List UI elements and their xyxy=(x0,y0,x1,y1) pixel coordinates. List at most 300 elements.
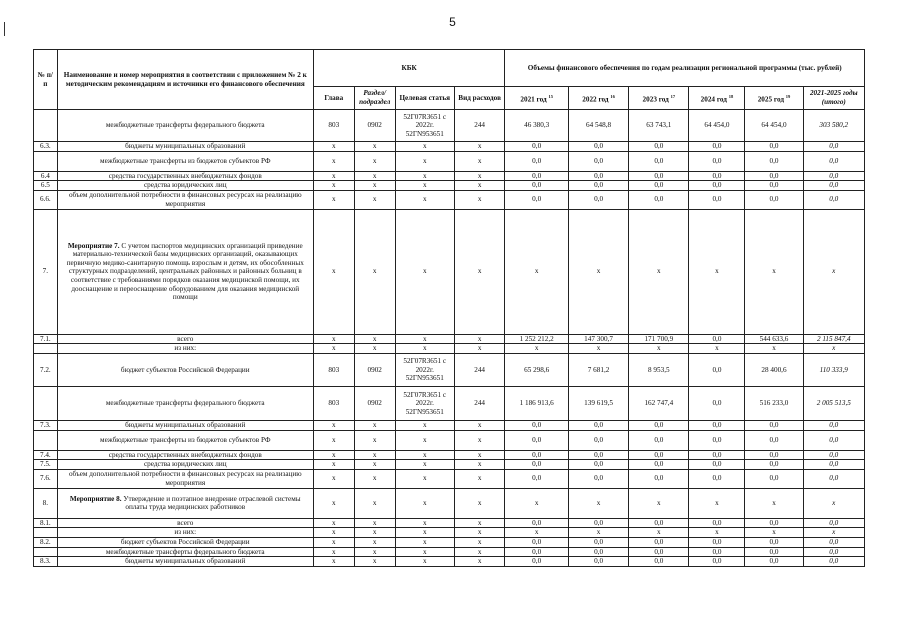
kbk-celevaya: x xyxy=(395,181,454,191)
kbk-glava: x xyxy=(313,518,354,528)
row-name-text: объем дополнительной потребности в финансовых ресурсах на реализацию мероприятия xyxy=(68,191,302,208)
kbk-celevaya: x xyxy=(395,528,454,538)
row-number: 7. xyxy=(34,209,58,334)
year-value: 28 400,6 xyxy=(745,353,803,386)
year-value: 0,0 xyxy=(689,353,745,386)
table-row xyxy=(34,190,865,209)
row-number: 7.6. xyxy=(34,469,58,488)
year-value: 0,0 xyxy=(568,469,628,488)
kbk-razdel: 0902 xyxy=(354,353,395,386)
year-value: 0,0 xyxy=(689,386,745,420)
header-name: Наименование и номер мероприятия в соответствии с приложением № 2 к методическим рекомендациям и источники его финансового обеспечения xyxy=(57,50,313,110)
year-value: 0,0 xyxy=(505,557,569,567)
year-value: 0,0 xyxy=(629,547,689,557)
kbk-celevaya: 52Г07R3651 с 2022г. 52ГN953651 xyxy=(395,110,454,142)
year-value: 0,0 xyxy=(745,190,803,209)
row-name xyxy=(57,460,313,470)
year-value: 0,0 xyxy=(505,450,569,460)
total-value: 0,0 xyxy=(803,469,864,488)
measure-title: Мероприятие 7. xyxy=(67,241,120,250)
total-value: 0,0 xyxy=(803,142,864,152)
table-row xyxy=(34,518,865,528)
kbk-vid: x xyxy=(454,537,505,547)
row-name-text: всего xyxy=(177,518,194,527)
row-name xyxy=(57,469,313,488)
table-row xyxy=(34,334,865,344)
scan-edge-mark xyxy=(4,22,5,36)
row-name xyxy=(57,171,313,181)
year-value: 0,0 xyxy=(629,420,689,430)
row-name xyxy=(57,110,313,142)
kbk-glava: x xyxy=(313,344,354,354)
kbk-glava: x xyxy=(313,209,354,334)
row-name xyxy=(57,151,313,171)
row-name-text: межбюджетные трансферты федерального бюджета xyxy=(105,547,265,556)
row-name xyxy=(57,430,313,450)
kbk-celevaya: x xyxy=(395,334,454,344)
kbk-vid: x xyxy=(454,181,505,191)
year-value: 0,0 xyxy=(629,171,689,181)
year-value: 171 700,9 xyxy=(629,334,689,344)
kbk-razdel: x xyxy=(354,209,395,334)
kbk-glava: x xyxy=(313,171,354,181)
table-row xyxy=(34,430,865,450)
header-glava: Глава xyxy=(313,87,354,110)
table-row xyxy=(34,142,865,152)
kbk-vid: x xyxy=(454,460,505,470)
kbk-celevaya: x xyxy=(395,190,454,209)
header-kbk: КБК xyxy=(313,50,505,87)
kbk-celevaya: x xyxy=(395,557,454,567)
kbk-vid: 244 xyxy=(454,110,505,142)
row-name-text: объем дополнительной потребности в финансовых ресурсах на реализацию мероприятия xyxy=(68,470,302,487)
footnote-ref: 17 xyxy=(670,93,676,99)
row-number: 6.4 xyxy=(34,171,58,181)
table-row xyxy=(34,344,865,354)
kbk-razdel: x xyxy=(354,537,395,547)
kbk-vid: 244 xyxy=(454,353,505,386)
kbk-vid: x xyxy=(454,450,505,460)
year-value: 0,0 xyxy=(629,190,689,209)
row-number xyxy=(34,386,58,420)
year-value: 0,0 xyxy=(689,469,745,488)
table-row xyxy=(34,469,865,488)
table-body xyxy=(34,110,865,567)
year-value: 65 298,6 xyxy=(505,353,569,386)
year-value: 63 743,1 xyxy=(629,110,689,142)
year-value: 0,0 xyxy=(505,171,569,181)
table-row xyxy=(34,110,865,142)
year-value: 0,0 xyxy=(689,557,745,567)
year-value: x xyxy=(505,488,569,518)
year-value: x xyxy=(568,209,628,334)
kbk-glava: x xyxy=(313,528,354,538)
total-value: 303 580,2 xyxy=(803,110,864,142)
kbk-razdel: x xyxy=(354,528,395,538)
kbk-razdel: 0902 xyxy=(354,386,395,420)
year-value: x xyxy=(689,528,745,538)
total-value: x xyxy=(803,209,864,334)
row-name-text: из них: xyxy=(174,528,197,537)
kbk-razdel: x xyxy=(354,450,395,460)
year-value: 0,0 xyxy=(505,142,569,152)
kbk-razdel: x xyxy=(354,190,395,209)
row-name xyxy=(57,488,313,518)
kbk-celevaya: 52Г07R3651 с 2022г. 52ГN953651 xyxy=(395,353,454,386)
year-value: 0,0 xyxy=(689,181,745,191)
year-value: 0,0 xyxy=(689,420,745,430)
kbk-vid: x xyxy=(454,190,505,209)
year-value: 0,0 xyxy=(745,420,803,430)
year-value: x xyxy=(568,344,628,354)
year-value: 0,0 xyxy=(505,420,569,430)
kbk-vid: x xyxy=(454,344,505,354)
row-number: 8.1. xyxy=(34,518,58,528)
total-value: 0,0 xyxy=(803,171,864,181)
kbk-razdel: x xyxy=(354,557,395,567)
kbk-glava: x xyxy=(313,537,354,547)
year-value: 0,0 xyxy=(629,430,689,450)
row-number: 7.3. xyxy=(34,420,58,430)
table-row xyxy=(34,528,865,538)
year-value: 0,0 xyxy=(568,181,628,191)
year-value: 0,0 xyxy=(745,460,803,470)
total-value: x xyxy=(803,344,864,354)
row-name xyxy=(57,547,313,557)
year-value: 46 380,3 xyxy=(505,110,569,142)
kbk-vid: x xyxy=(454,171,505,181)
year-value: x xyxy=(745,344,803,354)
row-name-text: бюджет субъектов Российской Федерации xyxy=(120,365,250,374)
row-number: 6.6. xyxy=(34,190,58,209)
year-value: x xyxy=(745,528,803,538)
year-value: 516 233,0 xyxy=(745,386,803,420)
kbk-celevaya: x xyxy=(395,209,454,334)
year-value: 0,0 xyxy=(745,518,803,528)
kbk-vid: x xyxy=(454,420,505,430)
row-number xyxy=(34,151,58,171)
year-value: x xyxy=(629,488,689,518)
year-value: 0,0 xyxy=(629,450,689,460)
header-celevaya: Целевая статья xyxy=(395,87,454,110)
year-value: x xyxy=(505,209,569,334)
kbk-glava: x xyxy=(313,450,354,460)
row-number: 8.2. xyxy=(34,537,58,547)
year-value: 0,0 xyxy=(568,142,628,152)
year-value: x xyxy=(689,209,745,334)
kbk-glava: x xyxy=(313,151,354,171)
table-row xyxy=(34,488,865,518)
kbk-glava: x xyxy=(313,557,354,567)
total-value: 110 333,9 xyxy=(803,353,864,386)
year-value: x xyxy=(505,344,569,354)
row-name xyxy=(57,353,313,386)
kbk-vid: x xyxy=(454,547,505,557)
row-number: 6.3. xyxy=(34,142,58,152)
year-label: 2024 год xyxy=(700,94,727,103)
kbk-vid: 244 xyxy=(454,386,505,420)
table-header xyxy=(34,50,865,110)
year-value: x xyxy=(745,209,803,334)
year-value: 0,0 xyxy=(745,181,803,191)
kbk-glava: x xyxy=(313,334,354,344)
header-year-2025 xyxy=(745,87,803,110)
kbk-vid: x xyxy=(454,557,505,567)
year-value: 544 633,6 xyxy=(745,334,803,344)
kbk-celevaya: x xyxy=(395,450,454,460)
year-value: 0,0 xyxy=(689,518,745,528)
year-value: 0,0 xyxy=(568,171,628,181)
kbk-glava: x xyxy=(313,142,354,152)
row-name xyxy=(57,386,313,420)
row-name-text: Утверждение и поэтапное внедрение отраслевой системы оплаты труда медицинских работников xyxy=(121,494,301,512)
row-number xyxy=(34,344,58,354)
year-value: 1 186 913,6 xyxy=(505,386,569,420)
row-number: 7.1. xyxy=(34,334,58,344)
table-row xyxy=(34,171,865,181)
year-label: 2023 год xyxy=(642,94,669,103)
kbk-celevaya: x xyxy=(395,430,454,450)
row-name xyxy=(57,190,313,209)
footnote-ref: 18 xyxy=(728,93,734,99)
kbk-glava: x xyxy=(313,488,354,518)
row-name xyxy=(57,518,313,528)
total-value: 0,0 xyxy=(803,557,864,567)
year-value: 0,0 xyxy=(505,151,569,171)
total-value: 0,0 xyxy=(803,450,864,460)
row-number: 8. xyxy=(34,488,58,518)
header-year-2021 xyxy=(505,87,569,110)
year-value: x xyxy=(745,488,803,518)
kbk-celevaya: x xyxy=(395,420,454,430)
kbk-razdel: x xyxy=(354,344,395,354)
kbk-razdel: x xyxy=(354,151,395,171)
kbk-razdel: x xyxy=(354,547,395,557)
kbk-glava: x xyxy=(313,547,354,557)
table-row xyxy=(34,151,865,171)
header-num: № п/п xyxy=(34,50,58,110)
row-number xyxy=(34,547,58,557)
table-row xyxy=(34,209,865,334)
year-value: x xyxy=(568,488,628,518)
kbk-vid: x xyxy=(454,488,505,518)
row-name xyxy=(57,537,313,547)
row-name xyxy=(57,181,313,191)
kbk-vid: x xyxy=(454,430,505,450)
table-row xyxy=(34,460,865,470)
year-value: 0,0 xyxy=(568,547,628,557)
kbk-celevaya: x xyxy=(395,151,454,171)
year-value: 0,0 xyxy=(505,518,569,528)
year-value: 0,0 xyxy=(568,151,628,171)
kbk-glava: 803 xyxy=(313,353,354,386)
row-name-text: средства государственных внебюджетных фондов xyxy=(108,171,262,180)
row-name-text: межбюджетные трансферты из бюджетов субъектов РФ xyxy=(100,156,271,165)
year-value: 0,0 xyxy=(745,151,803,171)
year-value: 0,0 xyxy=(745,537,803,547)
year-value: 0,0 xyxy=(689,430,745,450)
footnote-ref: 16 xyxy=(610,93,615,99)
row-name-text: средства государственных внебюджетных фондов xyxy=(108,450,262,459)
year-value: 0,0 xyxy=(689,460,745,470)
year-value: x xyxy=(568,528,628,538)
kbk-celevaya: x xyxy=(395,488,454,518)
year-value: 0,0 xyxy=(689,171,745,181)
row-number: 7.2. xyxy=(34,353,58,386)
total-value: x xyxy=(803,528,864,538)
header-razdel: Раздел/ подраздел xyxy=(354,87,395,110)
year-value: x xyxy=(629,528,689,538)
row-name xyxy=(57,334,313,344)
kbk-vid: x xyxy=(454,334,505,344)
kbk-celevaya: x xyxy=(395,537,454,547)
kbk-vid: x xyxy=(454,151,505,171)
kbk-razdel: x xyxy=(354,518,395,528)
year-value: 0,0 xyxy=(629,142,689,152)
year-value: 0,0 xyxy=(568,190,628,209)
year-value: 0,0 xyxy=(568,537,628,547)
row-name-text: средства юридических лиц xyxy=(143,460,227,469)
table-row xyxy=(34,386,865,420)
year-value: 0,0 xyxy=(689,334,745,344)
kbk-glava: 803 xyxy=(313,386,354,420)
year-value: 0,0 xyxy=(745,557,803,567)
year-value: 0,0 xyxy=(568,518,628,528)
year-value: 0,0 xyxy=(505,181,569,191)
row-name xyxy=(57,450,313,460)
year-value: 0,0 xyxy=(629,469,689,488)
kbk-razdel: x xyxy=(354,420,395,430)
year-value: 0,0 xyxy=(689,547,745,557)
total-value: 2 005 513,5 xyxy=(803,386,864,420)
total-value: 0,0 xyxy=(803,537,864,547)
row-name-text: средства юридических лиц xyxy=(143,181,227,190)
kbk-razdel: x xyxy=(354,469,395,488)
year-value: 0,0 xyxy=(629,151,689,171)
total-value: 0,0 xyxy=(803,420,864,430)
table-row xyxy=(34,353,865,386)
row-name xyxy=(57,557,313,567)
financing-table xyxy=(33,49,865,567)
kbk-celevaya: 52Г07R3651 с 2022г. 52ГN953651 xyxy=(395,386,454,420)
year-value: 0,0 xyxy=(505,547,569,557)
kbk-razdel: x xyxy=(354,171,395,181)
kbk-glava: 803 xyxy=(313,110,354,142)
kbk-celevaya: x xyxy=(395,460,454,470)
year-value: 0,0 xyxy=(689,142,745,152)
year-value: 0,0 xyxy=(505,537,569,547)
total-value: 0,0 xyxy=(803,518,864,528)
table-row xyxy=(34,547,865,557)
year-value: x xyxy=(505,528,569,538)
kbk-razdel: 0902 xyxy=(354,110,395,142)
total-value: 2 115 847,4 xyxy=(803,334,864,344)
row-number: 6.5 xyxy=(34,181,58,191)
row-number xyxy=(34,110,58,142)
year-value: 0,0 xyxy=(629,537,689,547)
kbk-glava: x xyxy=(313,190,354,209)
header-vid: Вид расходов xyxy=(454,87,505,110)
year-value: x xyxy=(629,344,689,354)
year-label: 2022 год xyxy=(582,94,609,103)
kbk-celevaya: x xyxy=(395,469,454,488)
kbk-vid: x xyxy=(454,518,505,528)
year-value: 0,0 xyxy=(745,171,803,181)
kbk-razdel: x xyxy=(354,460,395,470)
header-year-2022 xyxy=(568,87,628,110)
total-value: 0,0 xyxy=(803,190,864,209)
total-value: x xyxy=(803,488,864,518)
kbk-celevaya: x xyxy=(395,547,454,557)
year-value: 0,0 xyxy=(568,557,628,567)
total-value: 0,0 xyxy=(803,430,864,450)
page-number: 5 xyxy=(449,15,456,29)
year-value: 64 548,8 xyxy=(568,110,628,142)
year-value: 0,0 xyxy=(629,460,689,470)
year-value: 0,0 xyxy=(568,450,628,460)
year-value: 0,0 xyxy=(629,557,689,567)
year-value: 7 681,2 xyxy=(568,353,628,386)
year-value: 0,0 xyxy=(505,469,569,488)
kbk-glava: x xyxy=(313,469,354,488)
row-name xyxy=(57,420,313,430)
header-volumes: Объемы финансового обеспечения по годам реализации региональной программы (тыс. рублей) xyxy=(505,50,865,87)
year-value: 0,0 xyxy=(745,450,803,460)
kbk-glava: x xyxy=(313,181,354,191)
table-row xyxy=(34,537,865,547)
year-value: 0,0 xyxy=(505,460,569,470)
year-value: x xyxy=(629,209,689,334)
year-value: 0,0 xyxy=(745,547,803,557)
kbk-vid: x xyxy=(454,469,505,488)
year-value: 0,0 xyxy=(745,469,803,488)
kbk-celevaya: x xyxy=(395,344,454,354)
kbk-vid: x xyxy=(454,209,505,334)
row-name-text: бюджеты муниципальных образований xyxy=(125,557,246,566)
row-name xyxy=(57,344,313,354)
row-name xyxy=(57,209,313,334)
total-value: 0,0 xyxy=(803,547,864,557)
year-value: 64 454,0 xyxy=(689,110,745,142)
kbk-razdel: x xyxy=(354,334,395,344)
kbk-celevaya: x xyxy=(395,171,454,181)
year-value: x xyxy=(689,488,745,518)
year-value: 139 619,5 xyxy=(568,386,628,420)
table-row xyxy=(34,450,865,460)
row-name-text: межбюджетные трансферты федерального бюджета xyxy=(105,121,265,130)
row-number xyxy=(34,430,58,450)
kbk-razdel: x xyxy=(354,488,395,518)
row-name xyxy=(57,528,313,538)
row-name-text: С учетом паспортов медицинских организаций приведение материально-технической базы медицинских организаций, оказывающих первичную медико-санитарную помощь взрослым и детям, их обособленных структурных подразделений, центральных районных и районных больниц в соответствие с требованиями порядков оказания медицинской помощи, их дооснащение и переоснащение оборудованием для оказания медицинской помощи xyxy=(66,241,304,302)
kbk-vid: x xyxy=(454,142,505,152)
year-label: 2025 год xyxy=(757,94,784,103)
year-value: 0,0 xyxy=(568,460,628,470)
year-value: 0,0 xyxy=(505,430,569,450)
year-value: 0,0 xyxy=(629,181,689,191)
year-value: 0,0 xyxy=(745,430,803,450)
kbk-celevaya: x xyxy=(395,142,454,152)
kbk-glava: x xyxy=(313,430,354,450)
year-value: 0,0 xyxy=(568,430,628,450)
row-number: 8.3. xyxy=(34,557,58,567)
header-year-2024 xyxy=(689,87,745,110)
kbk-celevaya: x xyxy=(395,518,454,528)
row-name-text: всего xyxy=(177,334,194,343)
row-name-text: бюджеты муниципальных образований xyxy=(125,142,246,150)
row-name-text: межбюджетные трансферты из бюджетов субъектов РФ xyxy=(100,435,271,444)
year-value: 0,0 xyxy=(689,151,745,171)
